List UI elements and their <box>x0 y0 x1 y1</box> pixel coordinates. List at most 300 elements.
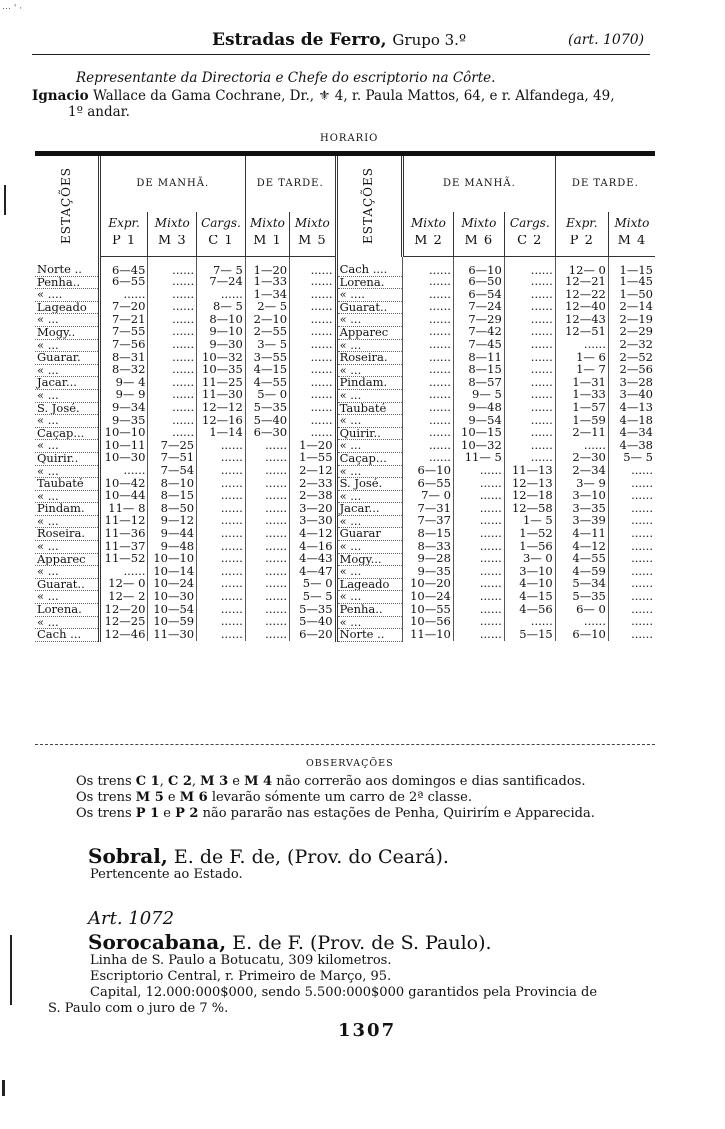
time-cell: 11—13 <box>504 465 555 478</box>
time-cell: ...... <box>631 565 653 578</box>
station-cell: « ... <box>336 465 402 478</box>
time-cell: 11—30 <box>148 629 197 642</box>
time-cell: ...... <box>197 490 246 503</box>
train-code: C 1 <box>197 235 246 256</box>
time-cell: 2—34 <box>555 465 608 478</box>
time-cell: 7—56 <box>99 339 148 352</box>
time-cell: ...... <box>245 490 289 503</box>
time-cell: ...... <box>453 553 504 566</box>
time-cell: 12—12 <box>197 402 246 415</box>
time-cell: 6—55 <box>99 276 148 289</box>
timetable-body <box>35 256 655 641</box>
sobral-name: Sobral, <box>88 844 168 868</box>
sorocabana-name: Sorocabana, <box>88 930 227 954</box>
station-cell: « ... <box>336 566 402 579</box>
time-cell: 3—30 <box>290 515 336 528</box>
header-title-bold: Estradas de Ferro, <box>212 30 387 50</box>
time-cell: 7—55 <box>99 326 148 339</box>
time-cell: ...... <box>631 628 653 641</box>
time-cell: ...... <box>290 377 336 390</box>
time-cell: 4—59 <box>555 566 608 579</box>
time-cell: ...... <box>504 452 555 465</box>
station-cell: « ... <box>35 591 99 604</box>
time-cell: 1—55 <box>290 452 336 465</box>
station-cell: « ... <box>336 591 402 604</box>
station-cell: Guarat.. <box>35 578 99 591</box>
time-cell: 11—12 <box>99 515 148 528</box>
time-cell: 1—34 <box>245 289 289 302</box>
time-cell: 10—42 <box>99 478 148 491</box>
time-cell: ...... <box>402 440 453 453</box>
observation-line: Os trens P 1 e P 2 não pararão nas estações de Penha, Quirirím e Apparecida. <box>76 806 595 821</box>
time-cell: 6—30 <box>245 427 289 440</box>
time-cell: ...... <box>197 566 246 579</box>
time-cell: 7—24 <box>453 301 504 314</box>
time-cell: 8—10 <box>148 478 197 491</box>
time-cell: 9—30 <box>197 339 246 352</box>
timetable-row <box>35 490 655 503</box>
time-cell: 5— 0 <box>245 389 289 402</box>
time-cell: ...... <box>453 478 504 491</box>
time-cell: 2— 5 <box>245 301 289 314</box>
scan-margin-mark <box>10 935 12 1005</box>
time-cell: 12—43 <box>555 314 608 327</box>
time-cell: 12—13 <box>504 478 555 491</box>
time-cell: 8— 5 <box>197 301 246 314</box>
station-cell: Guarat.. <box>336 301 402 314</box>
train-type: Cargs. <box>504 212 555 235</box>
station-cell: Apparec <box>336 326 402 339</box>
train-code: P 1 <box>99 235 148 256</box>
train-code: M 2 <box>402 235 453 256</box>
time-cell: ...... <box>148 339 197 352</box>
time-cell: ...... <box>245 478 289 491</box>
timetable-row <box>35 289 655 302</box>
time-cell: ...... <box>631 477 653 490</box>
time-cell: ...... <box>504 427 555 440</box>
time-cell: 5— 0 <box>290 578 336 591</box>
time-cell: 10—14 <box>148 566 197 579</box>
time-cell: 4—12 <box>555 541 608 554</box>
time-cell: 12—20 <box>99 604 148 617</box>
time-cell: 4—18 <box>619 414 653 427</box>
time-cell: ...... <box>402 402 453 415</box>
time-cell: 2—11 <box>555 427 608 440</box>
station-cell: Taubaté <box>35 478 99 491</box>
time-cell: 7—45 <box>453 339 504 352</box>
station-cell: « ... <box>336 415 402 428</box>
station-cell: « ... <box>35 490 99 503</box>
time-cell: ...... <box>290 276 336 289</box>
train-type: Cargs. <box>197 212 246 235</box>
timetable <box>35 151 655 642</box>
scan-margin-mark <box>2 1080 5 1096</box>
timetable-row <box>35 591 655 604</box>
time-cell: 12—21 <box>555 276 608 289</box>
representative-role: Representante da Directoria e Chefe do escriptorio na Côrte. <box>76 70 496 86</box>
timetable-row <box>35 440 655 453</box>
timetable-row <box>35 604 655 617</box>
timetable-row <box>35 528 655 541</box>
train-type: Mixto <box>453 212 504 235</box>
time-cell: 10—44 <box>99 490 148 503</box>
representative-line-1 <box>32 88 614 104</box>
station-cell: « ... <box>35 364 99 377</box>
station-cell: S. José. <box>336 478 402 491</box>
time-cell: ...... <box>453 604 504 617</box>
time-cell: 7—20 <box>99 301 148 314</box>
time-cell: 7—51 <box>148 452 197 465</box>
station-cell: Mogy... <box>336 553 402 566</box>
left-manha-header: DE MANHÃ. <box>99 156 245 212</box>
time-cell: ...... <box>99 566 148 579</box>
time-cell: ...... <box>290 389 336 402</box>
page-number: 1307 <box>338 1020 397 1041</box>
time-cell: ...... <box>245 566 289 579</box>
timetable-row <box>35 616 655 629</box>
time-cell: 1—59 <box>555 415 608 428</box>
station-cell: Lageado <box>336 578 402 591</box>
time-cell: 4—56 <box>504 604 555 617</box>
time-cell: 1—14 <box>197 427 246 440</box>
time-cell: 9— 5 <box>453 389 504 402</box>
time-cell: 11—10 <box>402 629 453 642</box>
time-cell: 10—32 <box>453 440 504 453</box>
station-cell: « ... <box>336 364 402 377</box>
time-cell: 3—28 <box>619 376 653 389</box>
timetable-row <box>35 452 655 465</box>
time-cell: 10—32 <box>197 352 246 365</box>
time-cell: 10—30 <box>99 452 148 465</box>
time-cell: 1—20 <box>290 440 336 453</box>
time-cell: ...... <box>197 541 246 554</box>
time-cell: ...... <box>631 578 653 591</box>
time-cell: ...... <box>402 352 453 365</box>
time-cell: 12—18 <box>504 490 555 503</box>
time-cell: 12—51 <box>555 326 608 339</box>
time-cell: ...... <box>453 528 504 541</box>
station-cell: « ... <box>35 515 99 528</box>
time-cell: ...... <box>402 276 453 289</box>
time-cell: 9— 4 <box>99 377 148 390</box>
train-code: M 5 <box>290 235 336 256</box>
time-cell: 9—10 <box>197 326 246 339</box>
time-cell: ...... <box>290 314 336 327</box>
time-cell: 2—10 <box>245 314 289 327</box>
station-cell: « ... <box>35 339 99 352</box>
station-cell: « ... <box>336 389 402 402</box>
observation-line: Os trens C 1, C 2, M 3 e M 4 não correrão aos domingos e dias santificados. <box>76 774 586 789</box>
time-cell: ...... <box>631 603 653 616</box>
time-cell: ...... <box>504 339 555 352</box>
station-cell: « ... <box>35 566 99 579</box>
time-cell: ...... <box>197 604 246 617</box>
station-cell: « ... <box>35 389 99 402</box>
representative-details: Wallace da Gama Cochrane, Dr., ⚜ 4, r. Paula Mattos, 64, e r. Alfandega, 49, <box>92 88 615 104</box>
time-cell: 7—21 <box>99 314 148 327</box>
time-cell: 1—52 <box>504 528 555 541</box>
time-cell: ...... <box>245 515 289 528</box>
train-type: Expr. <box>555 212 608 235</box>
time-cell: 10—20 <box>402 578 453 591</box>
time-cell: ...... <box>453 465 504 478</box>
station-cell: « ... <box>35 465 99 478</box>
time-cell: 8—11 <box>453 352 504 365</box>
time-cell: ...... <box>148 415 197 428</box>
time-cell: ...... <box>402 364 453 377</box>
timetable-row <box>35 364 655 377</box>
header-title-rest: Grupo 3.º <box>392 31 467 49</box>
timetable-row <box>35 503 655 516</box>
time-cell: ...... <box>197 503 246 516</box>
time-cell: ...... <box>453 515 504 528</box>
station-cell: S. José. <box>35 402 99 415</box>
sorocabana-rest: E. de F. (Prov. de S. Paulo). <box>232 932 492 954</box>
station-cell: Guarar. <box>35 352 99 365</box>
time-cell: 2—33 <box>290 478 336 491</box>
timetable-row <box>35 578 655 591</box>
time-cell: 3—10 <box>555 490 608 503</box>
station-cell: « ... <box>35 314 99 327</box>
time-cell: 9—54 <box>453 415 504 428</box>
time-cell: 8—31 <box>99 352 148 365</box>
station-cell: Lorena. <box>35 604 99 617</box>
train-code: P 2 <box>555 235 608 256</box>
time-cell: 1—50 <box>619 288 653 301</box>
station-cell: Quirir.. <box>35 452 99 465</box>
time-cell: 2—12 <box>290 465 336 478</box>
station-cell: « ... <box>336 490 402 503</box>
time-cell: 3—10 <box>504 566 555 579</box>
time-cell: 2—56 <box>619 364 653 377</box>
scan-mark-top-left: ⋯ ' · <box>2 4 23 14</box>
station-cell: Lorena. <box>336 276 402 289</box>
time-cell: 8—32 <box>99 364 148 377</box>
time-cell: ...... <box>197 289 246 302</box>
time-cell: ...... <box>245 541 289 554</box>
time-cell: 11—36 <box>99 528 148 541</box>
sorocabana-heading <box>88 930 492 954</box>
timetable-row <box>35 553 655 566</box>
time-cell: ...... <box>245 591 289 604</box>
time-cell: 10—55 <box>402 604 453 617</box>
time-cell: 11—37 <box>99 541 148 554</box>
time-cell: 8—33 <box>402 541 453 554</box>
time-cell: ...... <box>504 289 555 302</box>
time-cell: ...... <box>197 591 246 604</box>
time-cell: ...... <box>245 528 289 541</box>
time-cell: 3—40 <box>619 389 653 402</box>
time-cell: 8—10 <box>197 314 246 327</box>
time-cell: 3— 9 <box>555 478 608 491</box>
time-cell: ...... <box>453 541 504 554</box>
time-cell: ...... <box>402 314 453 327</box>
time-cell: 8—15 <box>402 528 453 541</box>
time-cell: ...... <box>631 616 653 629</box>
time-cell: ...... <box>245 553 289 566</box>
left-tarde-header: DE TARDE. <box>245 156 336 212</box>
station-cell: Quirir.. <box>336 427 402 440</box>
time-cell: ...... <box>504 352 555 365</box>
time-cell: 4—15 <box>504 591 555 604</box>
time-cell: ...... <box>402 339 453 352</box>
time-cell: ...... <box>504 276 555 289</box>
station-cell: Jacar... <box>35 377 99 390</box>
time-cell: ...... <box>453 490 504 503</box>
time-cell: 12—16 <box>197 415 246 428</box>
time-cell: ...... <box>402 326 453 339</box>
time-cell: 7—42 <box>453 326 504 339</box>
time-cell: ...... <box>148 276 197 289</box>
time-cell: ...... <box>504 314 555 327</box>
time-cell: ...... <box>402 301 453 314</box>
time-cell: ...... <box>402 452 453 465</box>
timetable-row <box>35 377 655 390</box>
time-cell: 6—10 <box>402 465 453 478</box>
time-cell: ...... <box>402 377 453 390</box>
time-cell: 4—11 <box>555 528 608 541</box>
time-cell: ...... <box>402 415 453 428</box>
train-code: M 3 <box>148 235 197 256</box>
sorocabana-line: Escriptorio Central, r. Primeiro de Março, 95. <box>90 969 392 984</box>
scan-margin-mark <box>4 185 6 215</box>
station-cell: Cach ... <box>35 629 99 642</box>
sorocabana-article: Art. 1072 <box>88 908 175 929</box>
time-cell: ...... <box>631 515 653 528</box>
station-cell: « .... <box>35 289 99 302</box>
time-cell: 1—33 <box>245 276 289 289</box>
station-header-right: ESTAÇÕES <box>336 156 402 256</box>
time-cell: ...... <box>631 590 653 603</box>
timetable-row <box>35 415 655 428</box>
time-cell: ...... <box>290 402 336 415</box>
time-cell: ...... <box>197 616 246 629</box>
time-cell: ...... <box>197 578 246 591</box>
station-cell: Cach .... <box>336 256 402 276</box>
time-cell: ...... <box>290 352 336 365</box>
time-cell: ...... <box>504 377 555 390</box>
time-cell: 1— 7 <box>555 364 608 377</box>
time-cell: ...... <box>453 566 504 579</box>
sobral-rest: E. de F. de, (Prov. do Ceará). <box>173 846 449 868</box>
running-header-title <box>212 30 466 50</box>
time-cell: ...... <box>453 578 504 591</box>
station-cell: Guarar <box>336 528 402 541</box>
time-cell: ...... <box>631 502 653 515</box>
time-cell: 5—35 <box>555 591 608 604</box>
right-manha-header: DE MANHÃ. <box>402 156 555 212</box>
timetable-row <box>35 256 655 276</box>
observations-title: OBSERVAÇÕES <box>306 758 394 769</box>
station-cell: Roseira. <box>35 528 99 541</box>
time-cell: ...... <box>197 452 246 465</box>
time-cell: 8—57 <box>453 377 504 390</box>
time-cell: ...... <box>402 427 453 440</box>
timetable-row <box>35 326 655 339</box>
time-cell: 5—40 <box>245 415 289 428</box>
station-cell: Roseira. <box>336 352 402 365</box>
time-cell: ...... <box>148 352 197 365</box>
timetable-heading: HORARIO <box>320 133 379 144</box>
time-cell: 7— 0 <box>402 490 453 503</box>
time-cell: 4—43 <box>290 553 336 566</box>
time-cell: 10—10 <box>148 553 197 566</box>
time-cell: ...... <box>245 604 289 617</box>
train-code: M 4 <box>608 235 655 256</box>
station-cell: Taubaté <box>336 402 402 415</box>
time-cell: 11— 8 <box>99 503 148 516</box>
station-cell: « ... <box>35 541 99 554</box>
time-cell: ...... <box>504 616 555 629</box>
observation-line: Os trens M 5 e M 6 levarão sómente um carro de 2ª classe. <box>76 790 472 805</box>
representative-name: Ignacio <box>32 88 89 104</box>
time-cell: 2—19 <box>619 313 653 326</box>
time-cell: 9—48 <box>148 541 197 554</box>
sobral-note: Pertencente ao Estado. <box>90 867 243 882</box>
time-cell: ...... <box>148 314 197 327</box>
time-cell: 1—45 <box>619 276 653 289</box>
timetable-row <box>35 515 655 528</box>
time-cell: 8—15 <box>453 364 504 377</box>
time-cell: 12—46 <box>99 629 148 642</box>
time-cell: 9— 9 <box>99 389 148 402</box>
sorocabana-line: Capital, 12.000:000$000, sendo 5.500:000$000 garantidos pela Provincia de <box>90 985 598 1000</box>
time-cell: 1—33 <box>555 389 608 402</box>
time-cell: 5—35 <box>245 402 289 415</box>
time-cell: ...... <box>504 301 555 314</box>
time-cell: 10—24 <box>402 591 453 604</box>
time-cell: 5— 5 <box>290 591 336 604</box>
time-cell: 2—32 <box>619 339 653 352</box>
time-cell: 1—15 <box>619 262 653 277</box>
time-cell: 3—35 <box>555 503 608 516</box>
time-cell: ...... <box>290 339 336 352</box>
time-cell: 10—54 <box>148 604 197 617</box>
train-type: Mixto <box>402 212 453 235</box>
timetable-row <box>35 339 655 352</box>
time-cell: 10—59 <box>148 616 197 629</box>
time-cell: ...... <box>245 465 289 478</box>
time-cell: ...... <box>245 440 289 453</box>
time-cell: 4—55 <box>555 553 608 566</box>
representative-line-2: 1º andar. <box>68 104 130 120</box>
timetable-row <box>35 478 655 491</box>
time-cell: 1— 5 <box>504 515 555 528</box>
time-cell: 6—10 <box>453 256 504 276</box>
train-code: M 1 <box>245 235 289 256</box>
time-cell: 11—30 <box>197 389 246 402</box>
time-cell: ...... <box>197 465 246 478</box>
time-cell: 7—25 <box>148 440 197 453</box>
time-cell: 12—58 <box>504 503 555 516</box>
time-cell: 11— 5 <box>453 452 504 465</box>
time-cell: ...... <box>290 301 336 314</box>
train-type: Mixto <box>290 212 336 235</box>
time-cell: ...... <box>453 629 504 642</box>
time-cell: 11—52 <box>99 553 148 566</box>
time-cell: 6—54 <box>453 289 504 302</box>
time-cell: ...... <box>631 527 653 540</box>
time-cell: ...... <box>148 377 197 390</box>
train-type: Mixto <box>148 212 197 235</box>
time-cell: 4—16 <box>290 541 336 554</box>
timetable-row <box>35 629 655 642</box>
time-cell: 1—56 <box>504 541 555 554</box>
time-cell: 5—15 <box>504 629 555 642</box>
timetable-row <box>35 389 655 402</box>
time-cell: 2—38 <box>290 490 336 503</box>
time-cell: ...... <box>453 616 504 629</box>
